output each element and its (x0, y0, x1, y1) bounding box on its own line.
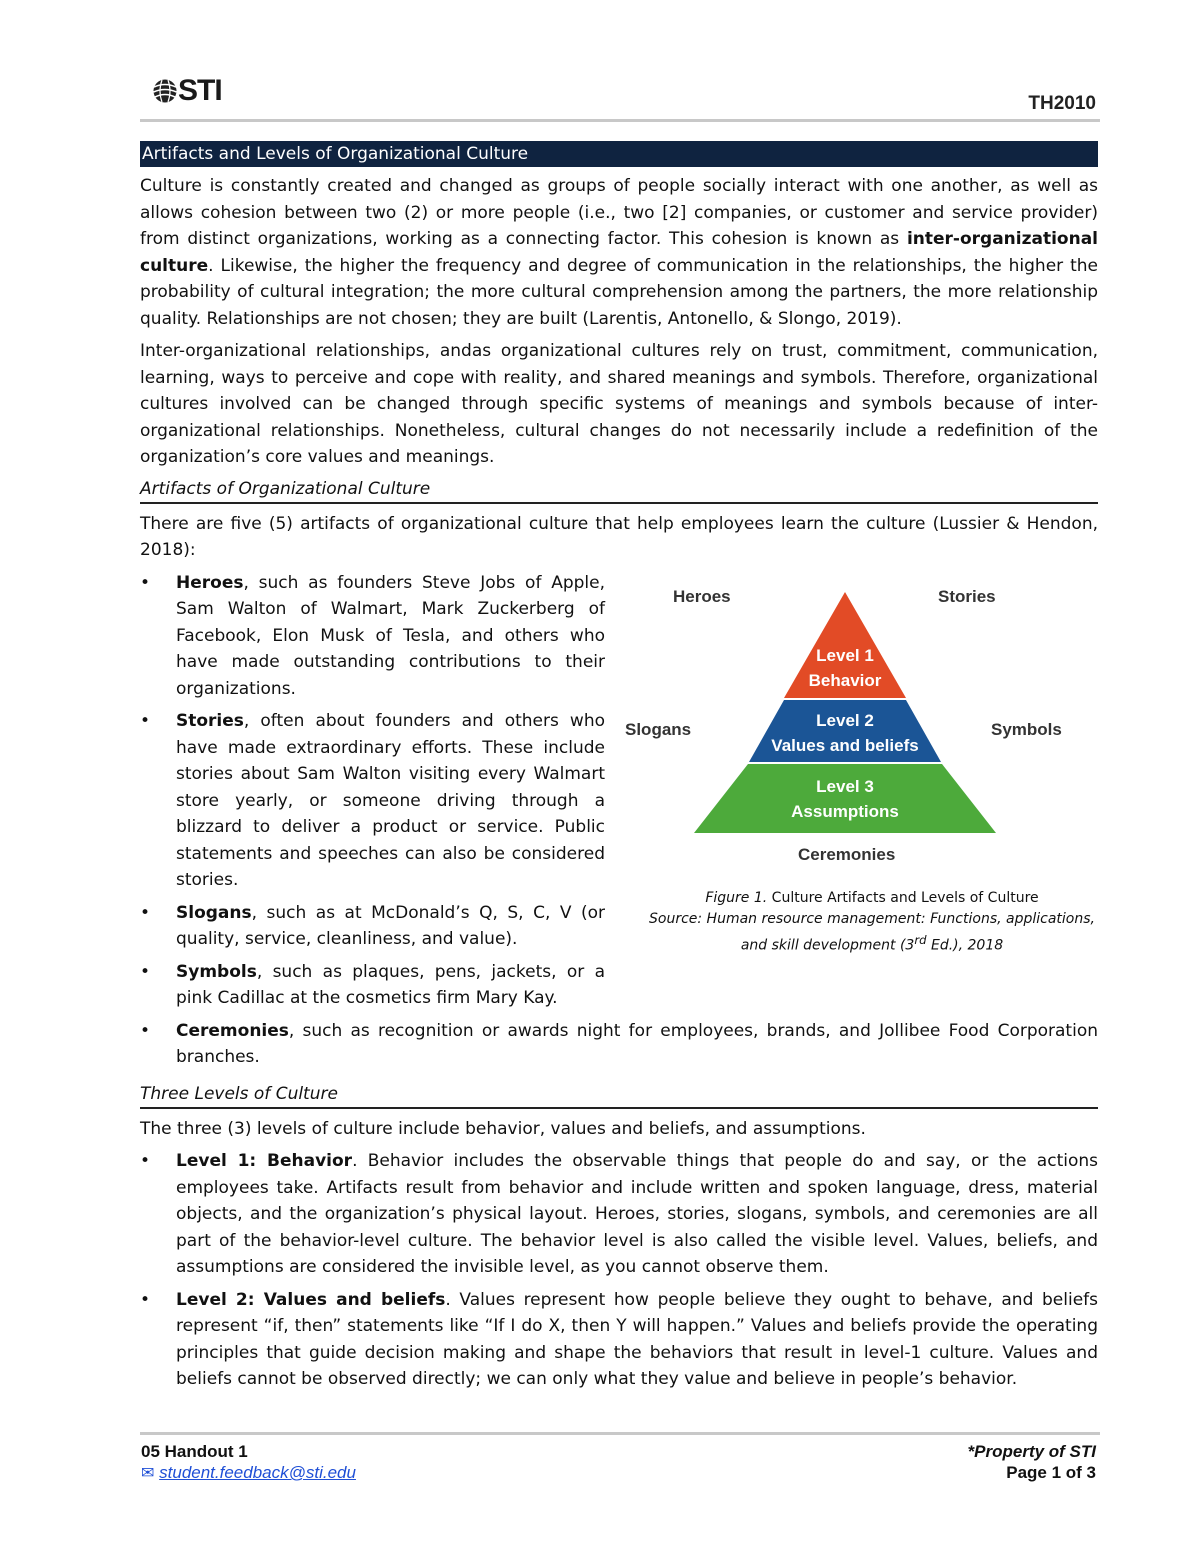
sti-logo (152, 74, 222, 107)
levels-heading: Three Levels of Culture (140, 1081, 1098, 1109)
footer-left (141, 1441, 356, 1484)
artifacts-list-continued (140, 1018, 1098, 1071)
main-content (140, 141, 1098, 1393)
label-stories: Stories (938, 586, 996, 606)
label-ceremonies: Ceremonies (798, 844, 896, 864)
feedback-email-link[interactable]: student.feedback@sti.edu (159, 1463, 356, 1482)
level-1-name: Behavior (808, 670, 882, 690)
logo-text: STI (178, 74, 222, 107)
list-item-symbols: • Symbols, such as plaques, pens, jackets, or a pink Cadillac at the cosmetics firm Mary Kay. (140, 959, 605, 1012)
artifacts-list (140, 570, 605, 1012)
footer-divider (140, 1432, 1100, 1435)
header-divider (140, 119, 1100, 122)
list-item-ceremonies: • Ceremonies, such as recognition or awards night for employees, brands, and Jollibee Food Corporation branches. (140, 1018, 1098, 1071)
relationships-paragraph: Inter-organizational relationships, andas organizational cultures rely on trust, commitment, communication, learning, ways to perceive and cope with reality, and shared meanings and symbols. Therefore, organizational cultures involved can be changed through specific systems of meanings and symbols because of inter-organizational relationships. Nonetheless, cultural changes do not necessarily include a redefinition of the organization’s core values and meanings. (140, 341, 1098, 467)
list-item-slogans: • Slogans, such as at McDonald’s Q, S, C, V (or quality, service, cleanliness, and value). (140, 900, 605, 953)
globe-icon (152, 78, 178, 104)
label-slogans: Slogans (625, 719, 692, 739)
label-heroes: Heroes (673, 586, 731, 606)
property-notice: *Property of STI (967, 1442, 1096, 1461)
level-1-label: Level 1 (816, 645, 874, 665)
level-2-name: Values and beliefs (771, 735, 919, 755)
envelope-icon: ✉ (141, 1465, 155, 1482)
list-item-level-1: • Level 1: Behavior. Behavior includes the observable things that people do and say, or the actions employees take. Artifacts result from behavior and include written and spoken language, dress, material objects, and the organization’s physical layout. Heroes, stories, slogans, symbols, and ceremonies are all part of the behavior-level culture. The behavior level is also called the visible level. Values, beliefs, and assumptions are considered the invisible level, as you cannot observe them. (140, 1148, 1098, 1281)
level-3-name: Assumptions (791, 801, 899, 821)
list-item-level-2: • Level 2: Values and beliefs. Values represent how people believe they ought to behave, and beliefs represent “if, then” statements like “If I do X, then Y will happen.” Values and beliefs provide the operating principles that guide decision making and shape the behaviors that result in level-1 culture. Values and beliefs cannot be observed directly; we can only what they value and believe in people’s behavior. (140, 1287, 1098, 1393)
intro-paragraph: Culture is constantly created and changed as groups of people socially interact with one another, as well as allows cohesion between two (2) or more people (i.e., two [2] companies, or customer and service provider) from distinct organizations, working as a connecting factor. This cohesion is known as inter-organizational culture. Likewise, the higher the frequency and degree of communication in the relationships, the higher the probability of cultural integration; the more cultural comprehension among the partners, the more relationship quality. Relationships are not chosen; they are built (Larentis, Antonello, & Slongo, 2019). (140, 176, 1098, 329)
levels-intro: The three (3) levels of culture include behavior, values and beliefs, and assumptions. (140, 1118, 866, 1139)
figure-1 (625, 570, 1098, 1012)
level-3-label: Level 3 (816, 776, 874, 796)
artifacts-heading: Artifacts of Organizational Culture (140, 476, 1098, 504)
page-number: Page 1 of 3 (1006, 1463, 1096, 1482)
course-code: TH2010 (1028, 93, 1096, 114)
level-2-label: Level 2 (816, 710, 874, 730)
culture-pyramid-diagram (618, 576, 1088, 876)
key-term: inter-organizational culture (140, 229, 1098, 276)
label-symbols: Symbols (991, 719, 1062, 739)
list-item-stories: • Stories, often about founders and others who have made extraordinary efforts. These include stories about Sam Walton visiting every Walmart store yearly, or someone driving through a blizzard to deliver a product or service. Public statements and speeches can also be considered stories. (140, 708, 605, 894)
artifacts-with-figure (140, 570, 1098, 1012)
section-title-banner: Artifacts and Levels of Organizational Culture (140, 141, 1098, 167)
artifacts-intro: There are five (5) artifacts of organizational culture that help employees learn the culture (Lussier & Hendon, 2018): (140, 513, 1098, 560)
list-item-heroes: • Heroes, such as founders Steve Jobs of Apple, Sam Walton of Walmart, Mark Zuckerberg of Facebook, Elon Musk of Tesla, and others who have made outstanding contributions to their organizations. (140, 570, 605, 703)
figure-caption: Figure 1. Culture Artifacts and Levels of Culture Source: Human resource management: Functions, applications, and skill development (3rd Ed.), 2018 (649, 889, 1095, 954)
handout-label: 05 Handout 1 (141, 1442, 248, 1461)
footer-right (968, 1441, 1096, 1483)
pyramid-level-3 (694, 764, 996, 833)
levels-list (140, 1148, 1098, 1393)
